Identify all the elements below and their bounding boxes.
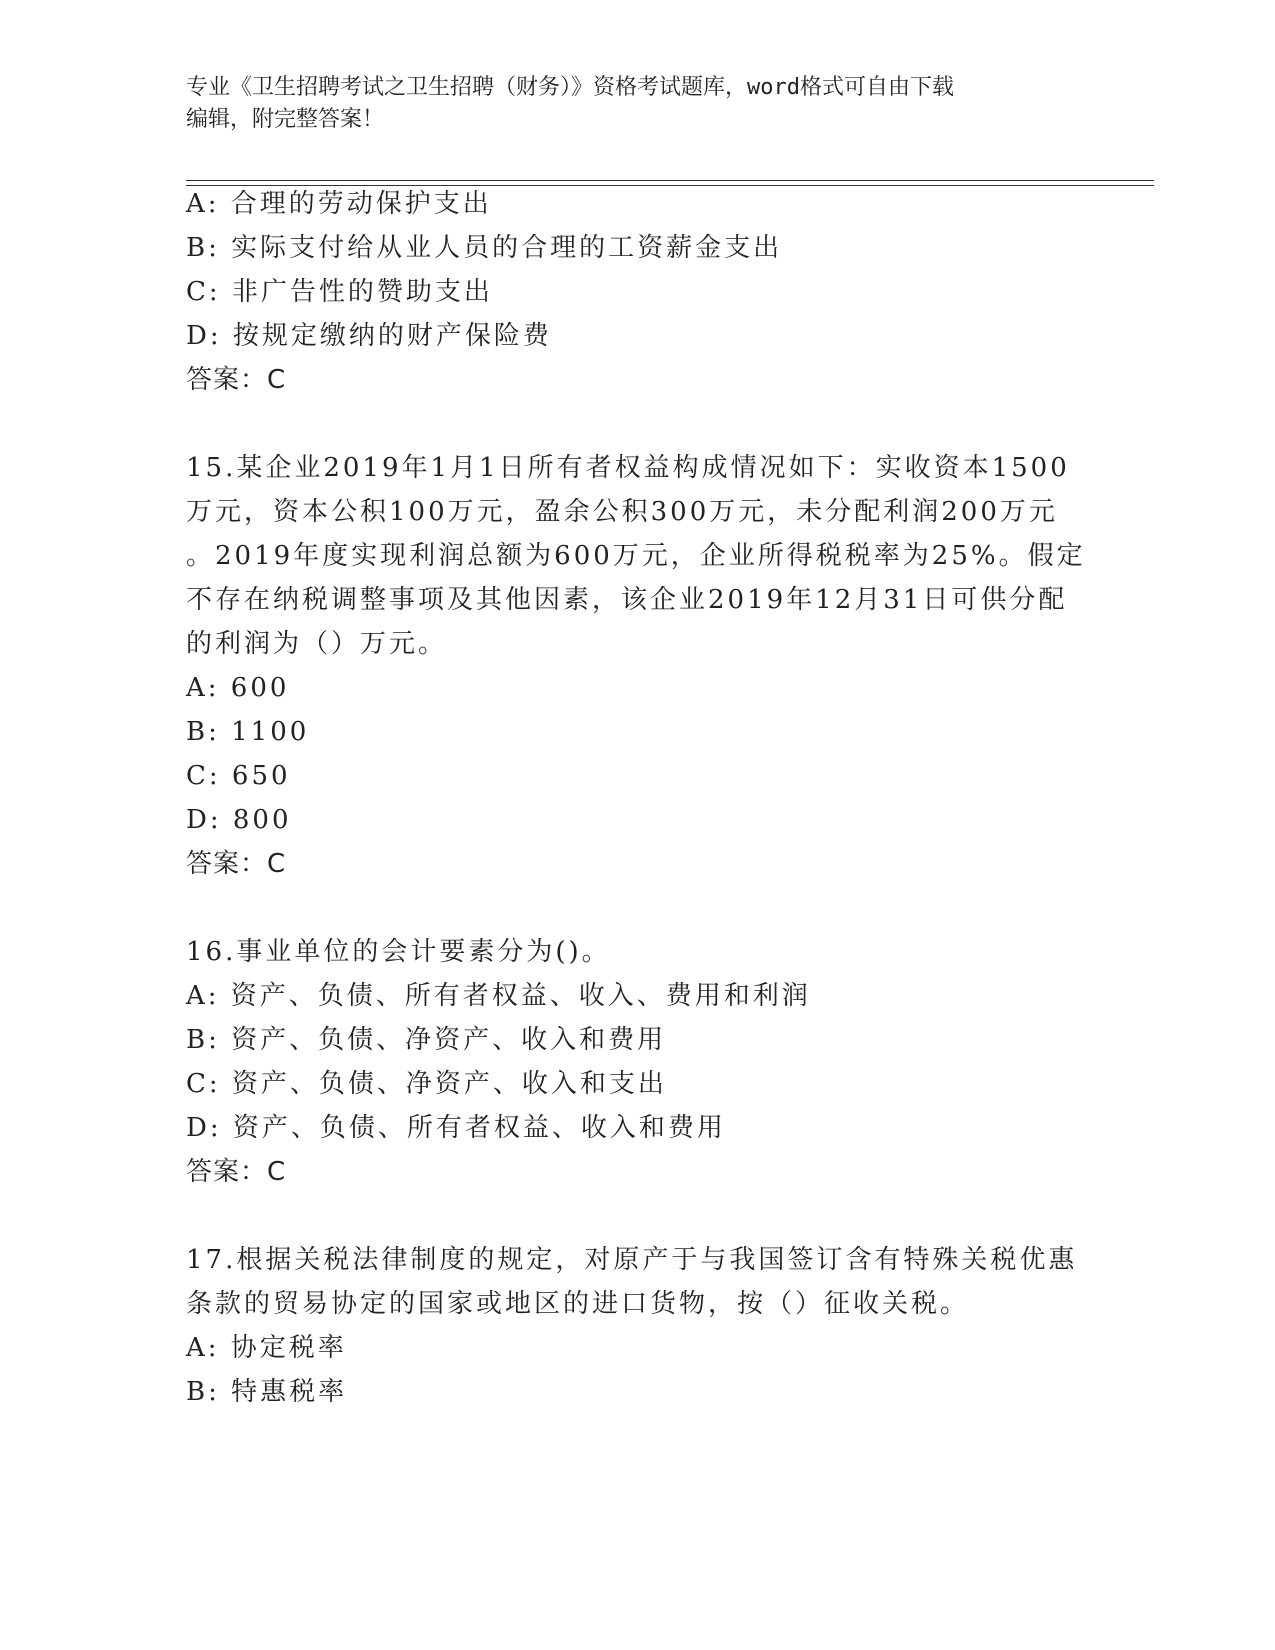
question-text-line: 不存在纳税调整事项及其他因素，该企业2019年12月31日可供分配 xyxy=(186,585,1068,615)
question-text-line: 的利润为（）万元。 xyxy=(186,629,448,659)
document-header xyxy=(186,72,1086,136)
option-a: A: 合理的劳动保护支出 xyxy=(186,189,492,219)
option-b: B: 实际支付给从业人员的合理的工资薪金支出 xyxy=(186,233,783,263)
option-b: B: 1100 xyxy=(186,717,310,747)
option-d: D: 按规定缴纳的财产保险费 xyxy=(186,321,552,351)
option-c: C: 650 xyxy=(186,761,291,791)
answer: 答案：C xyxy=(186,849,287,879)
option-d: D: 800 xyxy=(186,805,292,835)
option-b: B: 特惠税率 xyxy=(186,1377,348,1407)
option-c: C: 资产、负债、净资产、收入和支出 xyxy=(186,1069,667,1099)
header-divider-top xyxy=(186,180,1154,181)
question-text-line: 条款的贸易协定的国家或地区的进口货物，按（）征收关税。 xyxy=(186,1289,970,1319)
header-line-1: 专业《卫生招聘考试之卫生招聘（财务）》资格考试题库，word格式可自由下载 xyxy=(186,75,954,100)
question-text-line: 16.事业单位的会计要素分为()。 xyxy=(186,937,611,967)
option-d: D: 资产、负债、所有者权益、收入和费用 xyxy=(186,1113,726,1143)
question-text-line: 万元，资本公积100万元，盈余公积300万元，未分配利润200万元 xyxy=(186,497,1058,527)
question-text-line: 15.某企业2019年1月1日所有者权益构成情况如下：实收资本1500 xyxy=(186,453,1070,483)
option-a: A: 资产、负债、所有者权益、收入、费用和利润 xyxy=(186,981,811,1011)
option-a: A: 协定税率 xyxy=(186,1333,347,1363)
answer: 答案：C xyxy=(186,365,287,395)
question-text-line: 。2019年度实现利润总额为600万元，企业所得税税率为25%。假定 xyxy=(186,541,1086,571)
answer: 答案：C xyxy=(186,1157,287,1187)
option-c: C: 非广告性的赞助支出 xyxy=(186,277,493,307)
header-line-2: 编辑，附完整答案！ xyxy=(186,107,385,132)
question-text-line: 17.根据关税法律制度的规定，对原产于与我国签订含有特殊关税优惠 xyxy=(186,1245,1078,1275)
option-a: A: 600 xyxy=(186,673,290,703)
header-divider-bottom xyxy=(186,185,1154,186)
option-b: B: 资产、负债、净资产、收入和费用 xyxy=(186,1025,667,1055)
